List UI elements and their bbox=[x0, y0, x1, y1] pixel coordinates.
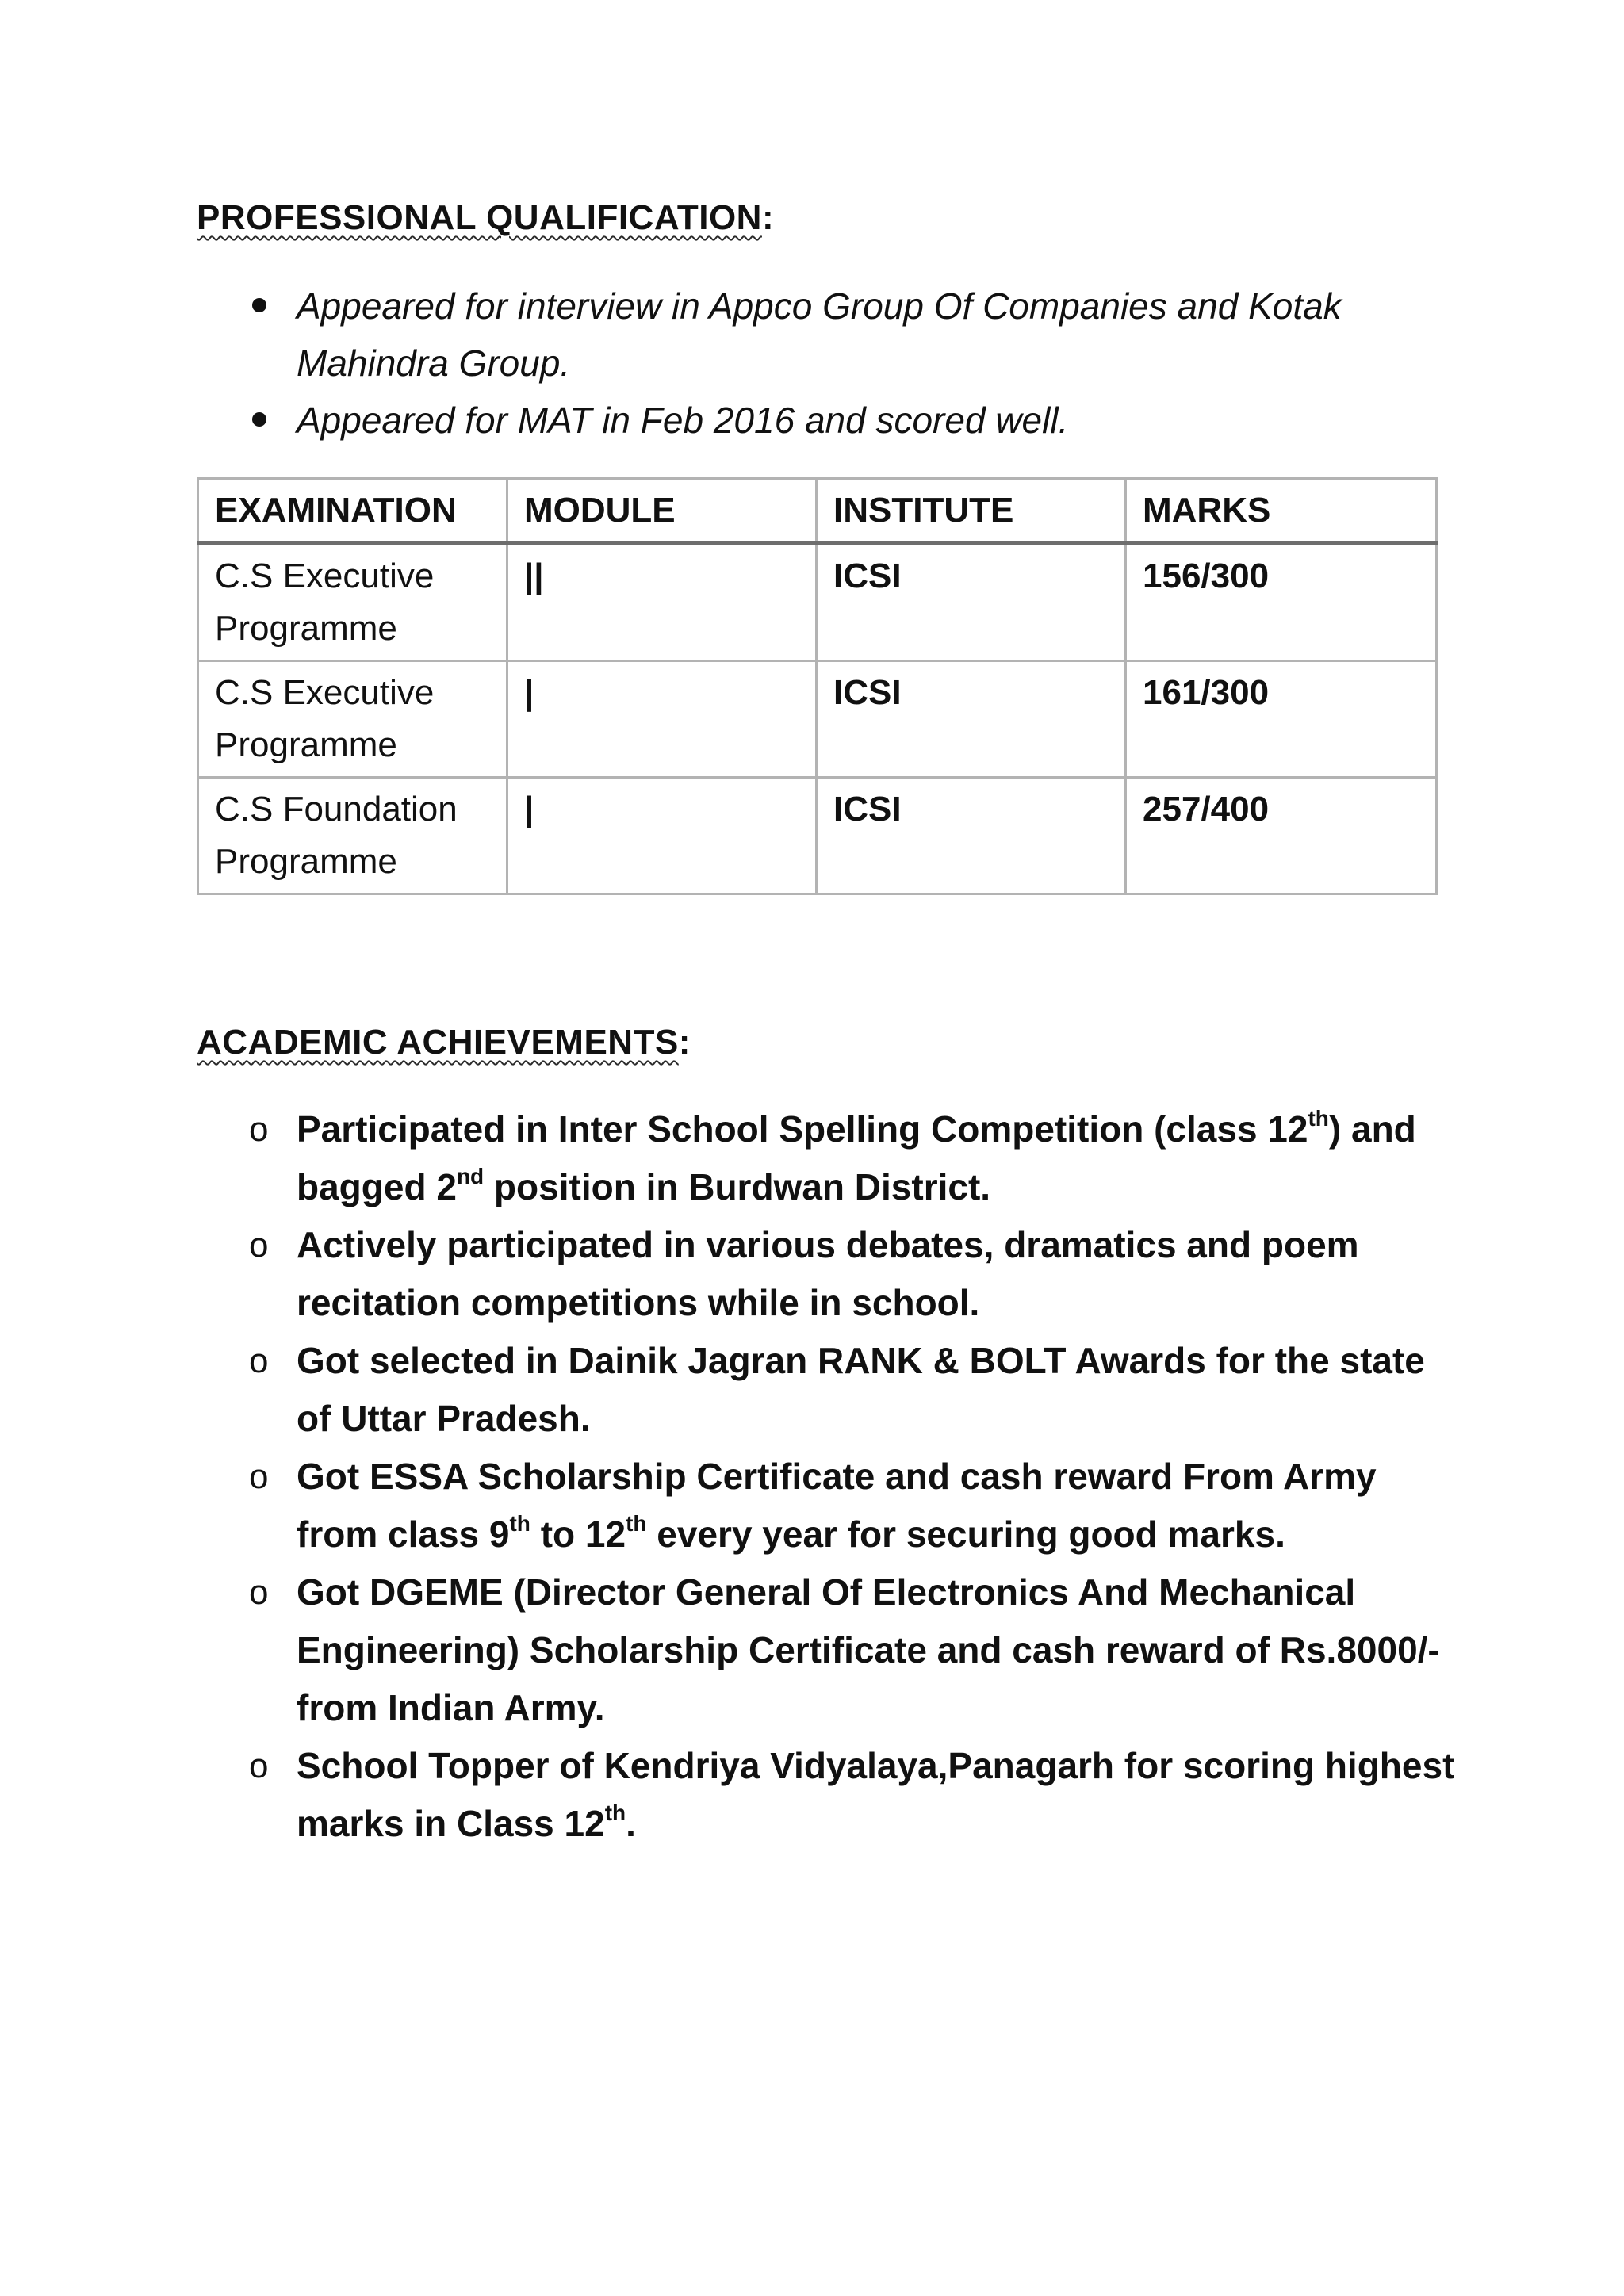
superscript: th bbox=[626, 1511, 647, 1536]
cell-marks: 156/300 bbox=[1126, 544, 1437, 661]
list-item bbox=[197, 1448, 1465, 1563]
table-header-row bbox=[198, 479, 1437, 544]
cell-examination: C.S Foundation Programme bbox=[198, 778, 508, 894]
list-item bbox=[197, 277, 1465, 392]
circle-bullet-icon: o bbox=[249, 1457, 269, 1496]
item-text: . bbox=[626, 1803, 636, 1844]
circle-bullet-icon: o bbox=[249, 1747, 269, 1785]
cell-module: | bbox=[508, 778, 817, 894]
header-marks: MARKS bbox=[1126, 479, 1437, 544]
bullet-icon bbox=[252, 412, 266, 427]
circle-bullet-icon: o bbox=[249, 1341, 269, 1380]
list-item bbox=[197, 392, 1465, 449]
achievements-list bbox=[197, 1100, 1465, 1853]
cell-examination: C.S Executive Programme bbox=[198, 661, 508, 778]
bullet-text: Appeared for MAT in Feb 2016 and scored well. bbox=[297, 400, 1069, 441]
cell-institute: ICSI bbox=[817, 544, 1126, 661]
professional-qualification-heading bbox=[197, 198, 774, 238]
item-text: School Topper of Kendriya Vidyalaya,Panagarh for scoring highest marks in Class 12 bbox=[297, 1745, 1455, 1844]
professional-bullet-list bbox=[197, 277, 1465, 449]
item-text: Participated in Inter School Spelling Competition (class 12 bbox=[297, 1108, 1308, 1150]
header-examination: EXAMINATION bbox=[198, 479, 508, 544]
item-text: ) and bagged 2 bbox=[297, 1108, 1416, 1207]
heading-colon: : bbox=[761, 198, 775, 237]
cell-institute: ICSI bbox=[817, 661, 1126, 778]
circle-bullet-icon: o bbox=[249, 1110, 269, 1149]
table-row bbox=[198, 544, 1437, 661]
superscript: th bbox=[509, 1511, 530, 1536]
item-text: Got ESSA Scholarship Certificate and cash reward From Army from class 9 bbox=[297, 1456, 1377, 1555]
bullet-icon bbox=[252, 298, 266, 312]
examination-table bbox=[197, 477, 1438, 895]
heading-colon: : bbox=[678, 1023, 691, 1062]
table-row bbox=[198, 778, 1437, 894]
item-text: position in Burdwan District. bbox=[484, 1166, 991, 1207]
cell-institute: ICSI bbox=[817, 778, 1126, 894]
bullet-text: Appeared for interview in Appco Group Of Companies and Kotak Mahindra Group. bbox=[297, 285, 1342, 384]
list-item bbox=[197, 1100, 1465, 1216]
cell-module: | bbox=[508, 661, 817, 778]
list-item bbox=[197, 1563, 1465, 1737]
cell-examination: C.S Executive Programme bbox=[198, 544, 508, 661]
circle-bullet-icon: o bbox=[249, 1226, 269, 1265]
list-item bbox=[197, 1737, 1465, 1853]
cell-module: || bbox=[508, 544, 817, 661]
circle-bullet-icon: o bbox=[249, 1573, 269, 1612]
header-institute: INSTITUTE bbox=[817, 479, 1126, 544]
superscript: th bbox=[1308, 1106, 1329, 1131]
list-item bbox=[197, 1332, 1465, 1448]
item-text: Got DGEME (Director General Of Electronics And Mechanical Engineering) Scholarship Certificate and cash reward of Rs.8000/- from Indian Army. bbox=[297, 1571, 1440, 1728]
item-text: to 12 bbox=[530, 1513, 626, 1555]
academic-heading-text: ACADEMIC ACHIEVEMENTS bbox=[197, 1023, 679, 1062]
superscript: nd bbox=[456, 1164, 485, 1188]
list-item bbox=[197, 1216, 1465, 1332]
item-text: every year for securing good marks. bbox=[646, 1513, 1285, 1555]
superscript: th bbox=[604, 1800, 626, 1825]
cell-marks: 161/300 bbox=[1126, 661, 1437, 778]
academic-achievements-heading bbox=[197, 1023, 691, 1062]
item-text: Actively participated in various debates, dramatics and poem recitation competitions while in school. bbox=[297, 1224, 1359, 1323]
item-text: Got selected in Dainik Jagran RANK & BOLT Awards for the state of Uttar Pradesh. bbox=[297, 1340, 1425, 1439]
header-module: MODULE bbox=[508, 479, 817, 544]
cell-marks: 257/400 bbox=[1126, 778, 1437, 894]
professional-heading-text: PROFESSIONAL QUALIFICATION bbox=[197, 198, 762, 237]
table-row bbox=[198, 661, 1437, 778]
